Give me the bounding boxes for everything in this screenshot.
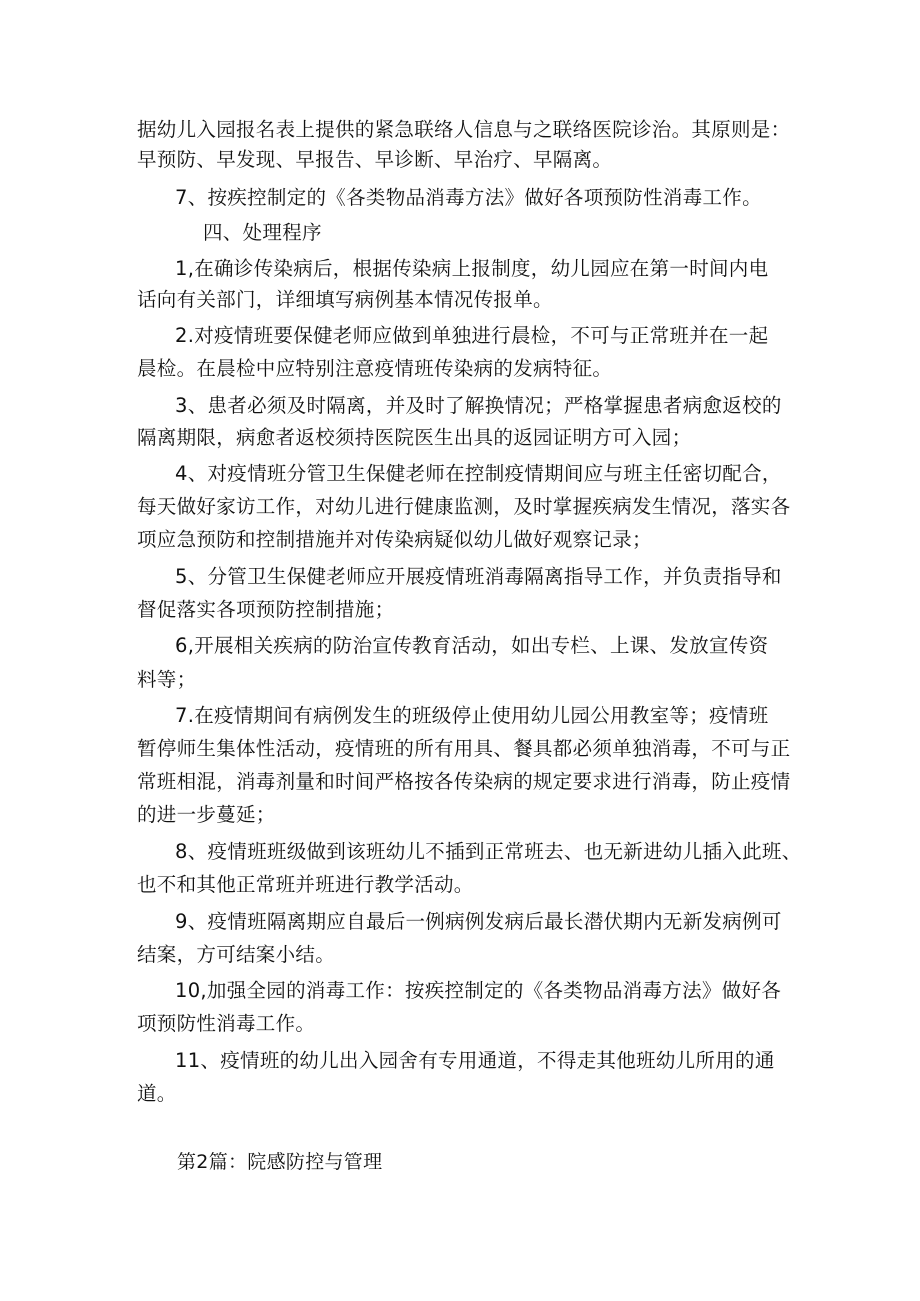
text-line: 也不和其他正常班并班进行教学活动。 [137, 873, 474, 896]
text-line: 6,开展相关疾病的防治宣传教育活动，如出专栏、上课、发放宣传资 [175, 634, 769, 657]
text-line: 1,在确诊传染病后，根据传染病上报制度，幼儿园应在第一时间内电 [175, 257, 769, 280]
text-line: 早预防、早发现、早报告、早诊断、早治疗、早隔离。 [137, 148, 613, 171]
text-line: 晨检。在晨检中应特别注意疫情班传染病的发病特征。 [137, 357, 613, 380]
text-line: 5、分管卫生保健老师应开展疫情班消毒隔离指导工作，并负责指导和 [175, 565, 782, 588]
text-line: 项预防性消毒工作。 [137, 1012, 316, 1035]
text-line: 11、疫情班的幼儿出入园舍有专用通道，不得走其他班幼儿所用的通 [175, 1049, 775, 1072]
text-line: 常班相混，消毒剂量和时间严格按各传染病的规定要求进行消毒，防止疫情 [137, 770, 791, 793]
text-line: 7.在疫情期间有病例发生的班级停止使用幼儿园公用教室等；疫情班 [175, 704, 769, 727]
text-line: 9、疫情班隔离期应自最后一例病例发病后最长潜伏期内无新发病例可 [175, 910, 782, 933]
section-subheading: 四、处理程序 [203, 221, 322, 244]
text-line: 据幼儿入园报名表上提供的紧急联络人信息与之联络医院诊治。其原则是： [137, 118, 791, 141]
text-line: 2.对疫情班要保健老师应做到单独进行晨检，不可与正常班并在一起 [175, 324, 769, 347]
text-line: 4、对疫情班分管卫生保健老师在控制疫情期间应与班主任密切配合， [175, 462, 782, 485]
text-line: 督促落实各项预防控制措施； [137, 598, 395, 621]
text-line: 隔离期限，病愈者返校须持医院医生出具的返园证明方可入园； [137, 426, 692, 449]
text-line: 10,加强全园的消毒工作：按疾控制定的《各类物品消毒方法》做好各 [175, 979, 782, 1002]
section-heading: 第2篇：院感防控与管理 [177, 1151, 383, 1173]
text-line: 暂停师生集体性活动，疫情班的所有用具、餐具都必须单独消毒，不可与正 [137, 737, 791, 760]
text-line: 7、按疾控制定的《各类物品消毒方法》做好各项预防性消毒工作。 [175, 186, 762, 209]
text-line: 的进一步蔓延； [137, 803, 276, 826]
text-line: 3、患者必须及时隔离，并及时了解换情况；严格掌握患者病愈返校的 [175, 394, 782, 417]
text-line: 话向有关部门，详细填写病例基本情况传报单。 [137, 288, 553, 311]
text-line: 项应急预防和控制措施并对传染病疑似幼儿做好观察记录； [137, 528, 652, 551]
text-line: 道。 [137, 1082, 177, 1105]
text-line: 8、疫情班班级做到该班幼儿不插到正常班去、也无新进幼儿插入此班、 [175, 840, 802, 863]
text-line: 结案，方可结案小结。 [137, 943, 336, 966]
text-line: 料等； [137, 668, 197, 691]
text-line: 每天做好家访工作，对幼儿进行健康监测，及时掌握疾病发生情况，落实各 [137, 495, 791, 518]
